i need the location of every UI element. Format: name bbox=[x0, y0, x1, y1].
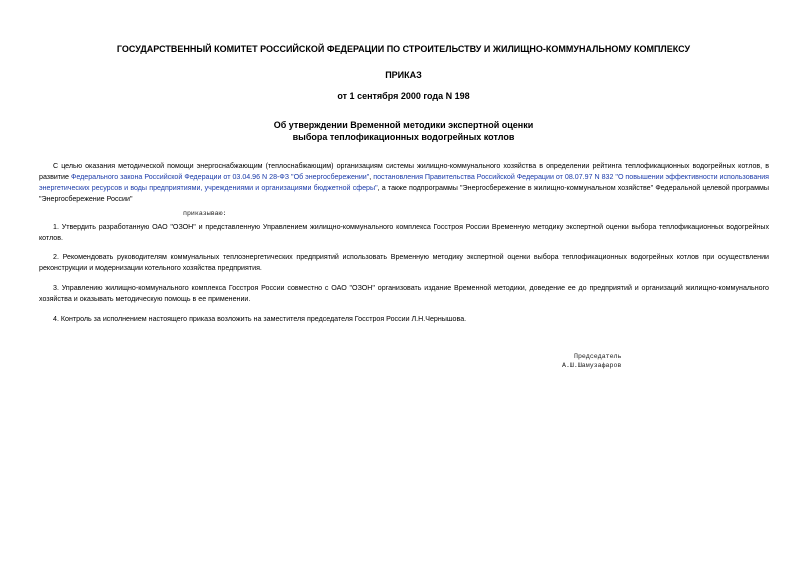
government-decree-link[interactable]: постановления Правительства Российской Федерации от 08.07.97 N 832 "О повышении эффективности использования энергетических ресурсов и воды предприятиями, учреждениями и организациями бюджетной сферы" bbox=[39, 173, 769, 192]
subject-line-2: выбора теплофикационных водогрейных котлов bbox=[292, 131, 515, 142]
preamble-text-2: , bbox=[369, 173, 374, 181]
signature-title: Председатель bbox=[574, 353, 622, 360]
preamble-text-3: , а также подпрограммы "Энергосбережение в жилищно-коммунальном хозяйстве" Федеральной целевой программы "Энергосбережение России" bbox=[39, 184, 769, 203]
order-item-3: 3. Управлению жилищно-коммунального комплекса Госстроя России совместно с ОАО "ОЗОН" организовать издание Временной методики, доведение ее до предприятий и организаций жилищно-коммунального хозяйства и оказывать методическую помощь в ее применении. bbox=[39, 284, 769, 303]
orders-word: приказываю: bbox=[183, 210, 227, 217]
order-item-2: 2. Рекомендовать руководителям коммунальных теплоэнергетических предприятий использовать Временную методику экспертной оценки выбора теплофикационных водогрейных котлов при осуществлении реконструкции и модернизации котельного хозяйства предприятия. bbox=[39, 253, 769, 272]
federal-law-link[interactable]: Федерального закона Российской Федерации от 03.04.96 N 28-ФЗ "Об энергосбережении" bbox=[70, 173, 370, 181]
order-item-1: 1. Утвердить разработанную ОАО "ОЗОН" и представленную Управлением жилищно-коммунального комплекса Госстроя России Временную методику экспертной оценки выбора теплофикационных водогрейных котлов. bbox=[39, 223, 769, 242]
preamble-paragraph bbox=[39, 161, 769, 205]
preamble-text-1: С целью оказания методической помощи энергоснабжающим (теплоснабжающим) организациям системы жилищно-коммунального хозяйства в определении рейтинга теплофикационных водогрейных котлов, в развитие bbox=[39, 162, 769, 181]
subject-line-1: Об утверждении Временной методики экспертной оценки bbox=[273, 120, 534, 130]
order-item-4: 4. Контроль за исполнением настоящего приказа возложить на заместителя председателя Госстроя России Л.Н.Чернышова. bbox=[53, 315, 467, 323]
document-date-number: от 1 сентября 2000 года N 198 bbox=[337, 91, 470, 101]
signature-name: А.Ш.Шамузафаров bbox=[562, 362, 622, 369]
issuing-organization: ГОСУДАРСТВЕННЫЙ КОМИТЕТ РОССИЙСКОЙ ФЕДЕРАЦИИ ПО СТРОИТЕЛЬСТВУ И ЖИЛИЩНО-КОММУНАЛЬНОМУ КОМПЛЕКСУ bbox=[116, 44, 691, 54]
document-type: ПРИКАЗ bbox=[385, 70, 422, 80]
document-subject bbox=[0, 120, 807, 143]
